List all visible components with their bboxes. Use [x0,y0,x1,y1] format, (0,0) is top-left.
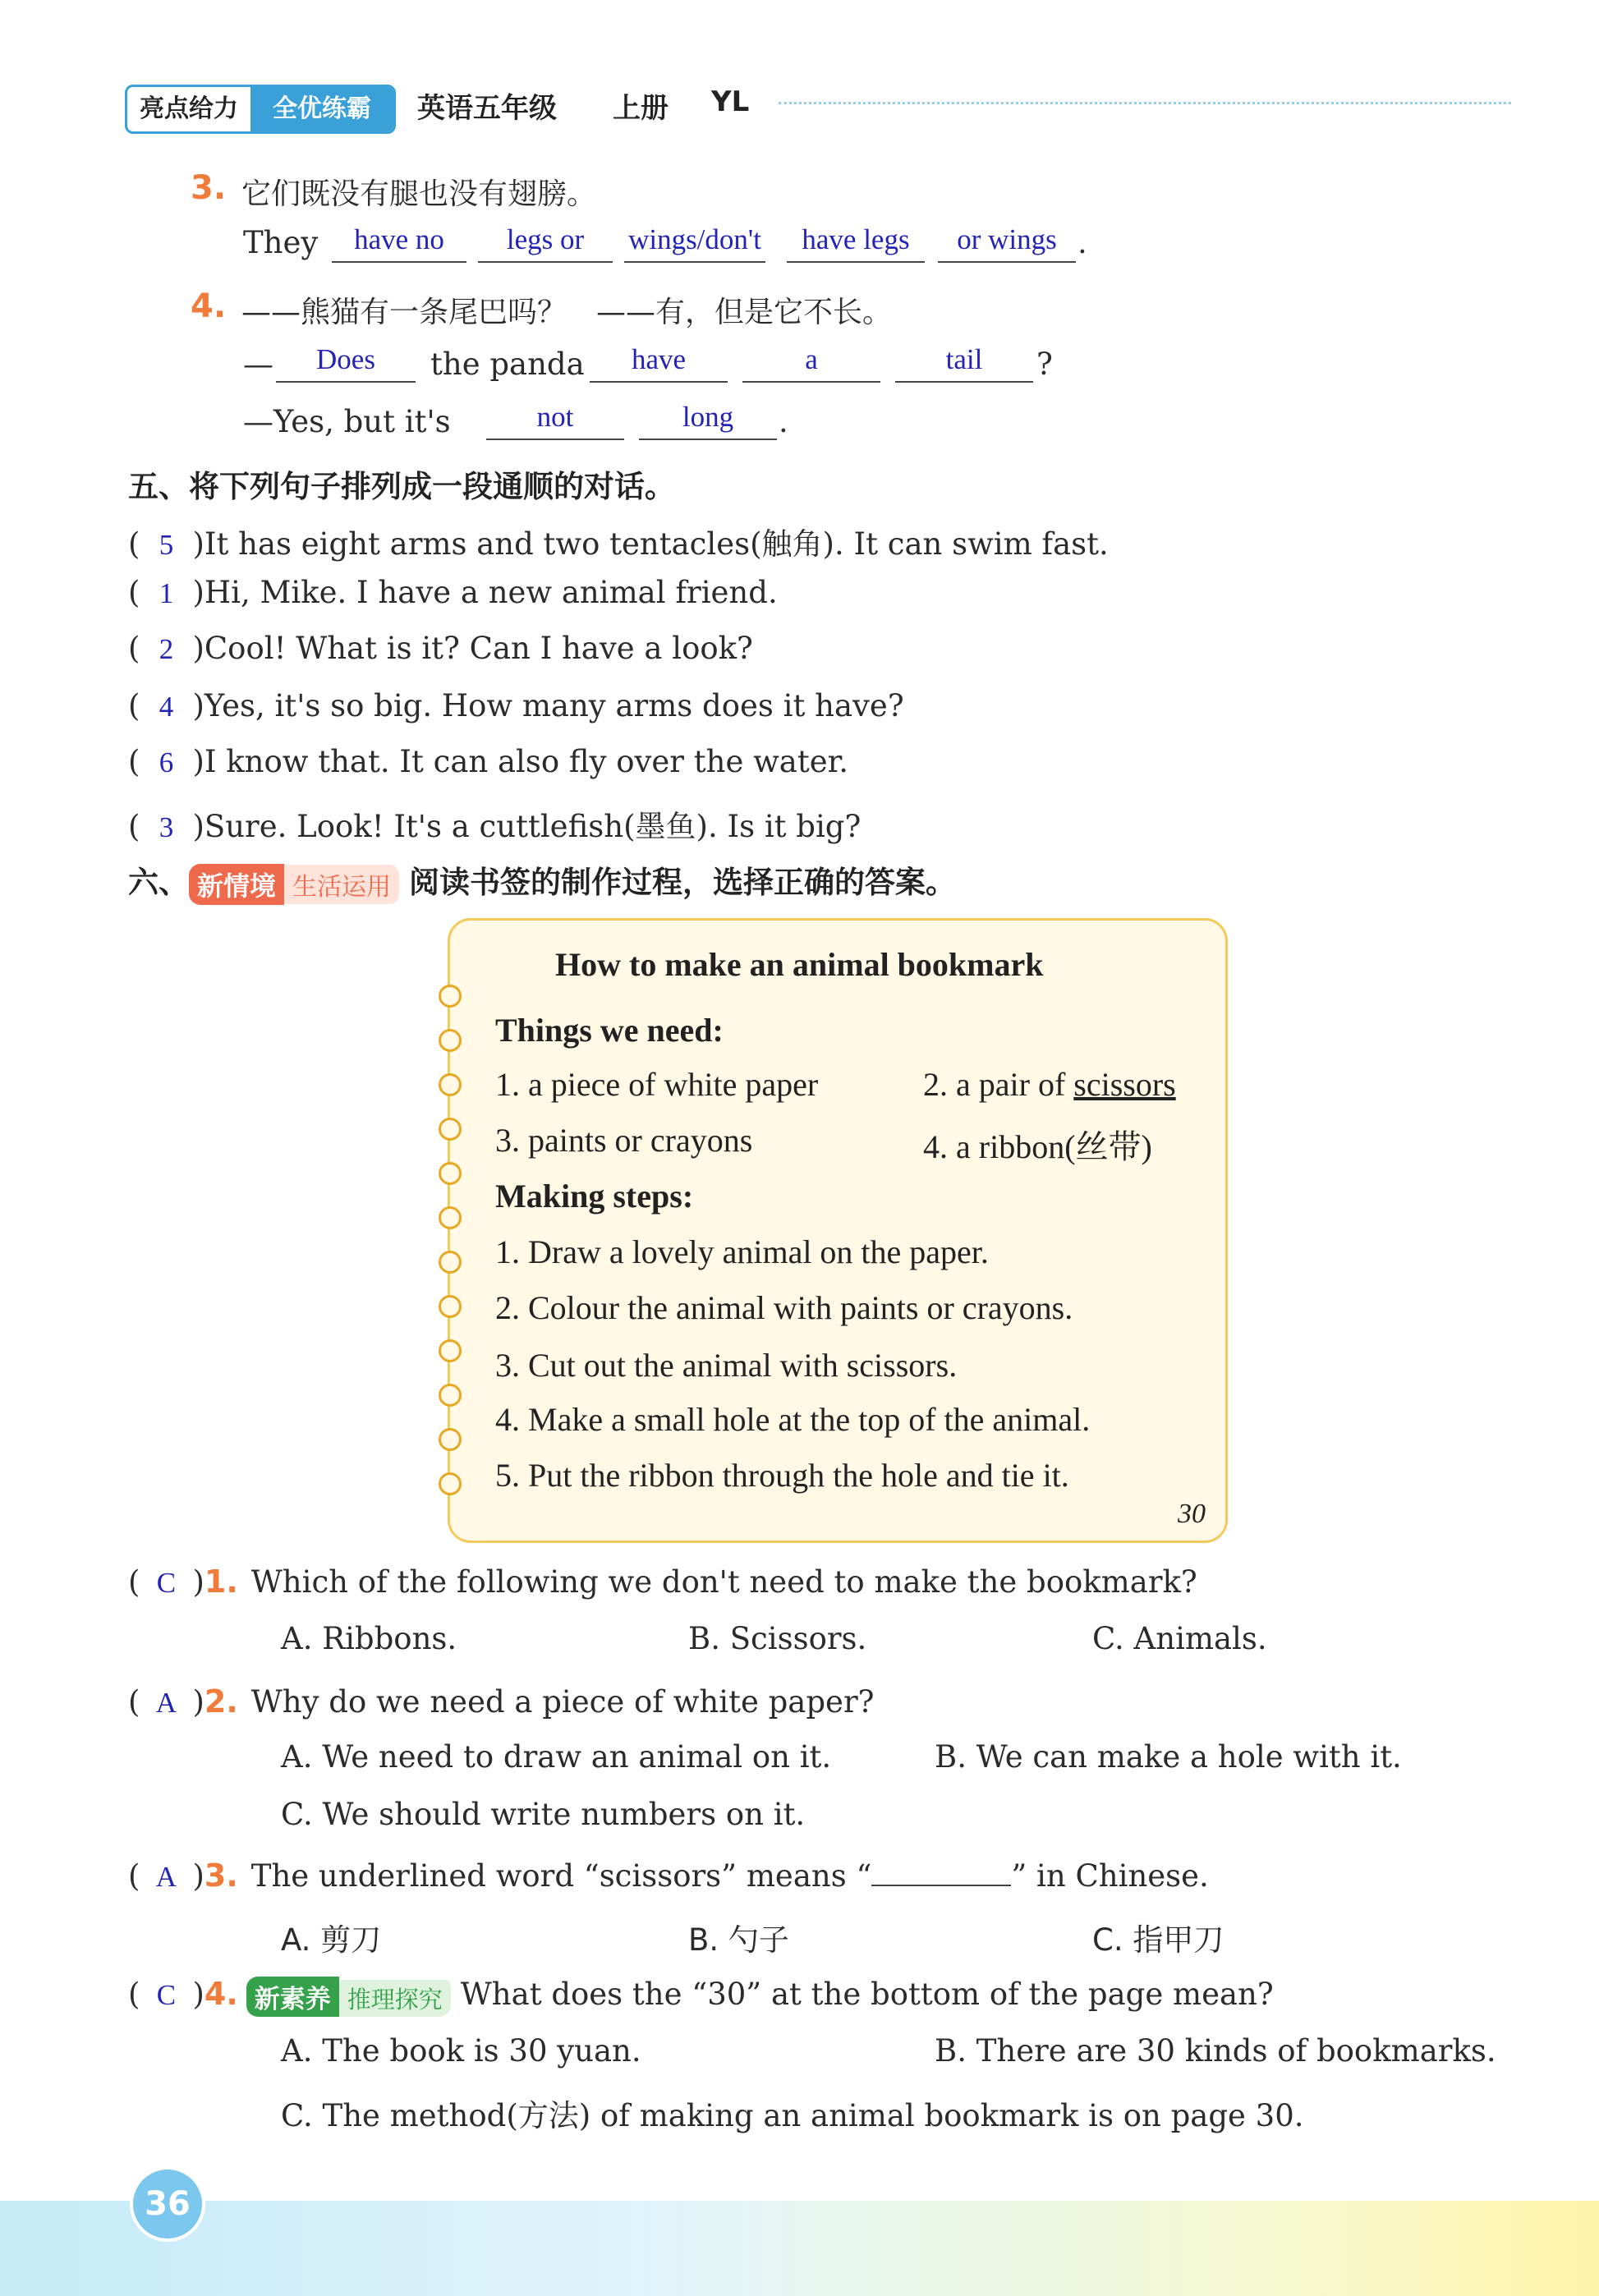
page-number: 36 [130,2166,205,2242]
q4-option-c: C. The method(方法) of making an animal bookmark is on page 30. [281,2098,1304,2133]
bookmark-page-number: 30 [1178,1499,1206,1529]
q2-option-c: C. We should write numbers on it. [281,1797,806,1832]
q3-blank-3: wings/don't [624,223,765,263]
q4-blank-2: have [590,343,728,383]
brand-left: 亮点给力 [140,94,238,123]
underlined-word: scissors [1073,1066,1176,1103]
new-context-badge: 新情境 生活运用 [189,864,399,905]
ring-icon [439,1073,462,1096]
ring-icon [439,1118,462,1141]
q4-blank-1: Does [276,343,416,383]
question-1: ( C )1. Which of the following we don't need to make the bookmark? [128,1564,1197,1600]
q3-option-c: C. 指甲刀 [1092,1922,1225,1958]
need-heading: Things we need: [495,1012,724,1049]
q4-option-a: A. The book is 30 yuan. [281,2033,641,2069]
ring-icon [439,1428,462,1451]
q4-line2-lead: —Yes, but it's [243,404,451,439]
question-2: ( A )2. Why do we need a piece of white paper? [128,1683,875,1720]
q4-mid: the panda [430,347,585,382]
step-2: 2. Colour the animal with paints or crayons. [495,1289,1073,1326]
s5-item-3: ( 2 )Cool! What is it? Can I have a look? [128,631,753,666]
q4-end: ? [1036,347,1053,382]
footer-band [0,2201,1599,2296]
ring-icon [439,985,462,1008]
volume-label: 上册 [613,92,669,125]
q1-option-a: A. Ribbons. [281,1621,457,1656]
edition-label: YL [711,85,750,118]
bookmark-title: How to make an animal bookmark [555,946,1044,983]
q1-option-c: C. Animals. [1092,1621,1267,1656]
q4-option-b: B. There are 30 kinds of bookmarks. [935,2033,1496,2069]
q3-option-b: B. 勺子 [688,1922,789,1958]
step-4: 4. Make a small hole at the top of the animal. [495,1401,1091,1438]
need-item-2: 2. a pair of scissors [923,1066,1176,1103]
s5-item-2: ( 1 )Hi, Mike. I have a new animal friend. [128,575,778,610]
q3-prompt: 它们既没有腿也没有翅膀。 [241,177,597,211]
header-divider [779,102,1511,104]
ring-icon [439,1295,462,1318]
new-literacy-badge: 新素养 推理探究 [246,1977,451,2017]
ring-icon [439,1029,462,1052]
ring-icon [439,1339,462,1362]
need-item-1: 1. a piece of white paper [495,1066,819,1103]
ring-icon [439,1206,462,1229]
q3-blank-1: have no [332,223,466,263]
q3-lead: They [243,225,319,260]
q4-blank-6: long [639,401,777,440]
ring-icon [439,1251,462,1274]
question-3: ( A )3. The underlined word “scissors” means “ ” in Chinese. [128,1857,1209,1894]
subject-label: 英语五年级 [417,92,557,125]
q3-option-a: A. 剪刀 [281,1922,382,1958]
q3-answer-blank [871,1860,1011,1886]
ring-icon [439,1472,462,1495]
s5-item-6: ( 3 )Sure. Look! It's a cuttlefish(墨鱼). Is it big? [128,809,862,844]
need-item-4: 4. a ribbon(丝带) [923,1128,1152,1165]
q3-end: . [1077,225,1087,260]
q3-blank-2: legs or [478,223,613,263]
q4-blank-5: not [486,401,624,440]
section5-title: 五、将下列句子排列成一段通顺的对话。 [128,469,675,504]
q4-prompt: ——熊猫有一条尾巴吗？ ——有，但是它不长。 [241,296,893,329]
step-5: 5. Put the ribbon through the hole and tie it. [495,1457,1069,1494]
section6-title: 六、 新情境 生活运用 阅读书签的制作过程，选择正确的答案。 [128,857,956,905]
step-3: 3. Cut out the animal with scissors. [495,1347,958,1384]
s5-item-5: ( 6 )I know that. It can also fly over the water. [128,744,848,779]
s5-item-4: ( 4 )Yes, it's so big. How many arms does it have? [128,688,904,723]
q4-number: 4. [191,287,227,325]
ring-icon [439,1384,462,1407]
q3-blank-4: have legs [787,223,925,263]
q2-option-a: A. We need to draw an animal on it. [281,1739,832,1775]
q1-option-b: B. Scissors. [688,1621,867,1656]
q4-blank-3: a [742,343,880,383]
q4-dash: — [243,347,273,382]
ring-icon [439,1162,462,1185]
q3-number: 3. [191,169,227,207]
brand-right: 全优练霸 [250,87,393,131]
q4-blank-4: tail [895,343,1033,383]
q2-option-b: B. We can make a hole with it. [935,1739,1402,1775]
brand-logo [125,85,396,134]
steps-heading: Making steps: [495,1178,694,1215]
s5-item-1: ( 5 )It has eight arms and two tentacles(触角). It can swim fast. [128,526,1109,562]
q3-blank-5: or wings [938,223,1076,263]
bookmark-card [448,918,1228,1543]
step-1: 1. Draw a lovely animal on the paper. [495,1233,989,1270]
question-4: ( C )4. 新素养 推理探究 What does the “30” at the bottom of the page mean? [128,1976,1274,2017]
need-item-3: 3. paints or crayons [495,1122,753,1159]
q4-line2-end: . [779,404,788,439]
